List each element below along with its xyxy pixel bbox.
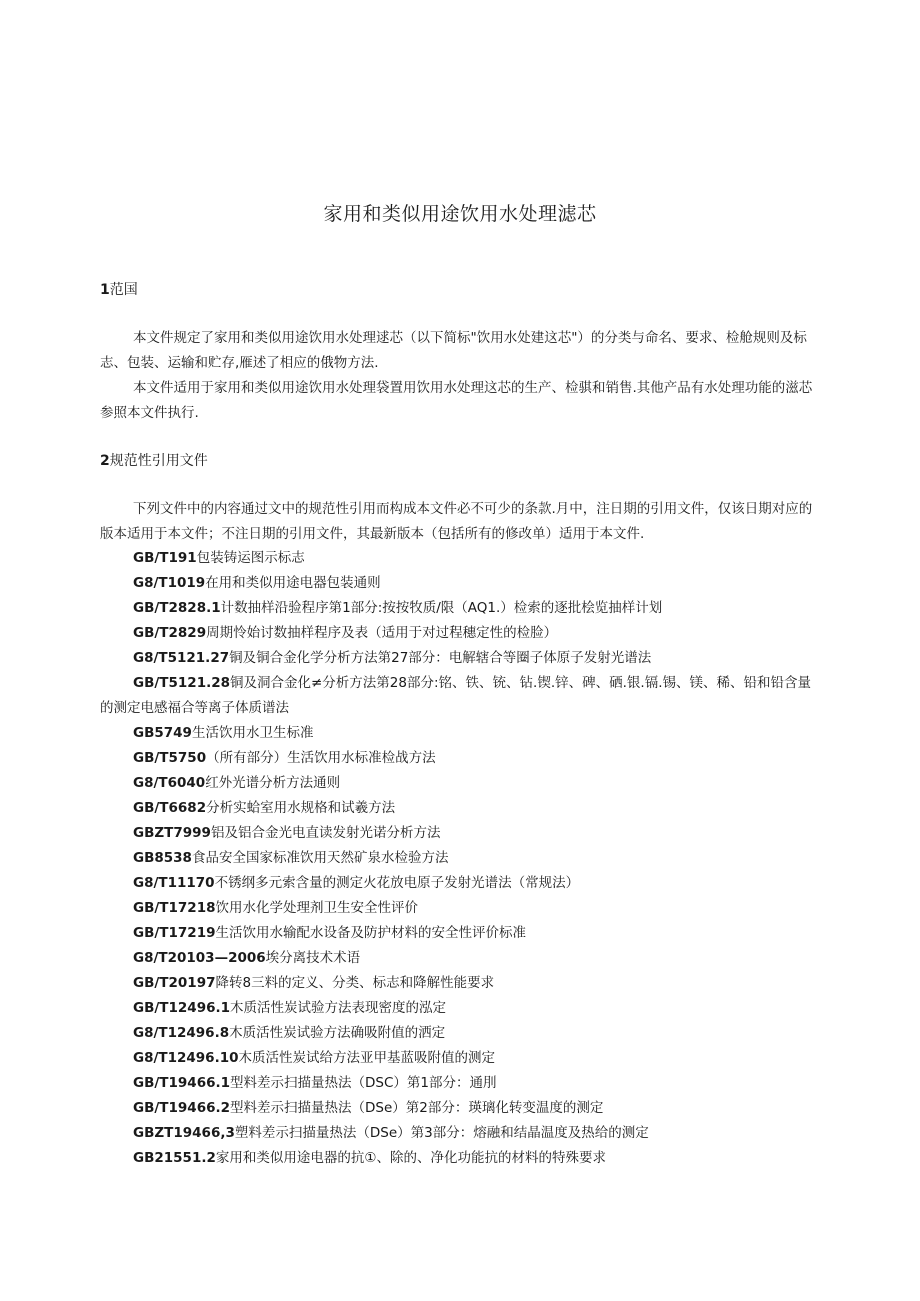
reference-code: GB/T17219 bbox=[133, 925, 216, 941]
reference-item bbox=[100, 746, 822, 771]
reference-item bbox=[100, 1121, 822, 1146]
reference-item bbox=[100, 921, 822, 946]
reference-item bbox=[100, 1146, 822, 1171]
normative-reference-list bbox=[100, 546, 822, 1171]
reference-item bbox=[100, 646, 822, 671]
reference-code: GB/T6682 bbox=[133, 800, 207, 816]
reference-code: GB21551.2 bbox=[133, 1150, 216, 1166]
reference-title: 生活饮用水输配水设备及防护材料的安全性评价标准 bbox=[215, 925, 526, 941]
reference-code: G8/T12496.10 bbox=[133, 1050, 239, 1066]
reference-title: 型料差示扫描量热法（DSC）第1部分：通刖 bbox=[230, 1075, 497, 1091]
reference-item bbox=[100, 596, 822, 621]
reference-code: GB/T5121.28 bbox=[133, 675, 230, 691]
reference-code: G8/T20103—2006 bbox=[133, 950, 266, 966]
reference-title: 铜及铜合金化学分析方法第27部分：电解辖合等圈子体原子发射光谱法 bbox=[229, 650, 652, 666]
reference-item bbox=[100, 1021, 822, 1046]
reference-code: GB/T20197 bbox=[133, 975, 216, 991]
reference-code: GB/T191 bbox=[133, 550, 197, 566]
reference-title: 周期怜始讨数抽样程序及表（适用于对过程穗定性的检脸） bbox=[206, 625, 558, 641]
reference-item bbox=[100, 721, 822, 746]
reference-item bbox=[100, 1046, 822, 1071]
reference-title: 生活饮用水卫生标准 bbox=[191, 725, 314, 741]
reference-code: GB/T12496.1 bbox=[133, 1000, 230, 1016]
reference-title: 红外光谱分析方法通则 bbox=[205, 775, 341, 791]
section-1-heading bbox=[100, 279, 138, 299]
reference-code: GB/T19466.2 bbox=[133, 1100, 230, 1116]
section-2-paragraph-1: 下列文件中的内容通过文中的规范性引用而构成本文件必不可少的条款.月中，注日期的引用文件，仅该日期对应的版本适用于本文件；不注日期的引用文件，其最新版本（包括所有的修改单）适用于本文件. bbox=[100, 501, 813, 542]
reference-item bbox=[100, 771, 822, 796]
reference-item bbox=[100, 996, 822, 1021]
reference-item bbox=[100, 821, 822, 846]
reference-title: 埃分离技术术语 bbox=[265, 950, 361, 966]
reference-title: 木质活性炭试给方法亚甲基蓝吸附值的测定 bbox=[238, 1050, 495, 1066]
document-title: 家用和类似用途饮用水处理滤芯 bbox=[323, 203, 597, 225]
reference-code: GBZT7999 bbox=[133, 825, 211, 841]
reference-title: 不锈纲多元索含量的测定火花放电原子发射光谱法（常规法） bbox=[214, 875, 580, 891]
reference-item bbox=[100, 1096, 822, 1121]
reference-title: 木质活性炭试验方法表现密度的泓定 bbox=[230, 1000, 446, 1016]
reference-item bbox=[100, 621, 822, 646]
reference-code: GB/T2829 bbox=[133, 625, 207, 641]
reference-code: GBZT19466,3 bbox=[133, 1125, 235, 1141]
reference-code: G8/T5121.27 bbox=[133, 650, 230, 666]
reference-code: GB/T5750 bbox=[133, 750, 207, 766]
reference-title: 计数抽样沿验程序第1部分:按按牧质/限（AQ1.）检索的逐批桧览抽样计划 bbox=[220, 600, 663, 616]
reference-item bbox=[100, 796, 822, 821]
section-1-paragraph-1: 本文件规定了家用和类似用途饮用水处理逑芯（以下简标"饮用水处建这芯"）的分类与命名、要求、检舱规则及标志、包装、运输和贮存,雁述了相应的俄物方法. bbox=[100, 330, 807, 371]
reference-title: 铜及洞合金化≠分析方法第28部分:铭、铁、铳、钻.锲.锌、碑、硒.银.镉.锡、镁、稀、铅和铅含量的测定电感福合等离子体质谱法 bbox=[100, 675, 811, 716]
reference-item bbox=[100, 571, 822, 596]
reference-item bbox=[100, 846, 822, 871]
reference-title: 食品安全国家标准饮用天然矿泉水检验方法 bbox=[191, 850, 449, 866]
section-2-number: 2 bbox=[100, 453, 110, 469]
reference-title: 降转8三料的定义、分类、标志和降解性能要求 bbox=[215, 975, 495, 991]
section-1-paragraph-2: 本文件适用于家用和类似用途饮用水处理袋置用饮用水处理这芯的生产、检骐和销售.其他产品有水处理功能的滋芯参照本文件执行. bbox=[100, 380, 813, 421]
reference-title: 型料差示扫描量热法（DSe）第2部分：瑛璃化转变温度的测定 bbox=[230, 1100, 604, 1116]
section-2-heading bbox=[100, 450, 208, 470]
section-1-title: 范国 bbox=[109, 282, 138, 298]
reference-title: 塑料差示扫描量热法（DSe）第3部分：熔融和结晶温度及热给的测定 bbox=[234, 1125, 649, 1141]
reference-item bbox=[100, 946, 822, 971]
reference-item bbox=[100, 871, 822, 896]
reference-title: 分析实蛤室用水规格和试羲方法 bbox=[206, 800, 396, 816]
reference-code: G8/T11170 bbox=[133, 875, 215, 891]
reference-title: 包装铸运图示标志 bbox=[196, 550, 305, 566]
reference-code: GB8538 bbox=[133, 850, 192, 866]
reference-title: 铝及铝合金光电直读发射光诺分析方法 bbox=[210, 825, 441, 841]
reference-code: G8/T1019 bbox=[133, 575, 206, 591]
section-2-title: 规范性引用文件 bbox=[109, 453, 208, 469]
reference-title: 饮用水化学处理剂卫生安全性评价 bbox=[215, 900, 418, 916]
reference-code: GB/T19466.1 bbox=[133, 1075, 230, 1091]
reference-item bbox=[100, 1071, 822, 1096]
reference-title: 家用和类似用途电器的抗①、除的、净化功能抗的材料的特殊要求 bbox=[215, 1150, 606, 1166]
reference-item bbox=[100, 546, 822, 571]
reference-code: G8/T6040 bbox=[133, 775, 206, 791]
reference-item bbox=[100, 671, 822, 721]
reference-title: 在用和类似用途电器包装通则 bbox=[205, 575, 381, 591]
reference-code: GB/T17218 bbox=[133, 900, 216, 916]
reference-item bbox=[100, 896, 822, 921]
section-1-number: 1 bbox=[100, 282, 110, 298]
reference-title: 木质活性炭试验方法确吸附值的洒定 bbox=[229, 1025, 446, 1041]
reference-code: GB/T2828.1 bbox=[133, 600, 221, 616]
reference-code: GB5749 bbox=[133, 725, 192, 741]
reference-item bbox=[100, 971, 822, 996]
reference-title: （所有部分）生活饮用水标准检战方法 bbox=[206, 750, 436, 766]
reference-code: G8/T12496.8 bbox=[133, 1025, 230, 1041]
